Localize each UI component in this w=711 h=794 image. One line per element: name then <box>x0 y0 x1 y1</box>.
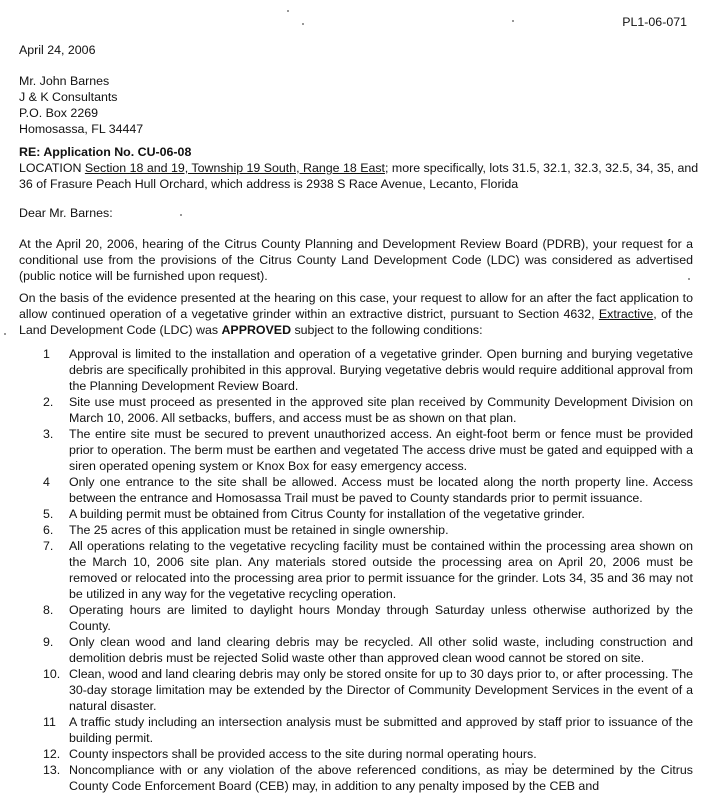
condition-number: 11 <box>43 715 56 729</box>
condition-item <box>43 346 693 394</box>
reference-number: PL1-06-071 <box>622 15 687 29</box>
condition-number: 6. <box>43 523 54 537</box>
condition-text: Only one entrance to the site shall be allowed. Access must be located along the north property line. Access between the entrance and Homosassa Trail must be paved to County standards prior to permit issuance. <box>69 475 693 505</box>
condition-text: Only clean wood and land clearing debris may be recycled. All other solid waste, including construction and demolition debris must be rejected Solid waste other than approved clean wood cannot be stored on site. <box>69 635 693 665</box>
approval-text: , of the Land Development Code (LDC) was <box>19 307 693 337</box>
location-line <box>19 160 699 192</box>
location-details: ; more specifically, lots 31.5, 32.1, 32.3, 32.5, 34, 35, and 36 of Frasure Peach Hull Orchard, which address is 2938 S Race Avenue, Lecanto, Florida <box>19 161 699 191</box>
approval-text: On the basis of the evidence presented at the hearing on this case, your request to allow for an after the fact application to allow continued operation of a vegetative grinder within an extractive district, pursuant to Section 4632, <box>19 291 693 321</box>
condition-number: 8. <box>43 603 54 617</box>
condition-item <box>43 474 693 506</box>
condition-item <box>43 522 693 538</box>
condition-number: 9. <box>43 635 54 649</box>
condition-item <box>43 634 693 666</box>
condition-text: Noncompliance with or any violation of the above referenced conditions, as may be determined by the Citrus County Code Enforcement Board (CEB) may, in addition to any penalty imposed by the CEB and <box>69 763 693 793</box>
condition-item <box>43 602 693 634</box>
condition-item <box>43 426 693 474</box>
condition-number: 10. <box>43 667 61 681</box>
condition-number: 2. <box>43 395 54 409</box>
scan-speck <box>302 23 304 25</box>
recipient-po-box: P.O. Box 2269 <box>19 106 98 120</box>
condition-text: The 25 acres of this application must be retained in single ownership. <box>69 523 449 537</box>
scan-speck <box>512 20 514 22</box>
location-legal: Section 18 and 19, Township 19 South, Range 18 East <box>84 161 385 175</box>
condition-item <box>43 714 693 746</box>
condition-item <box>43 394 693 426</box>
recipient-name: Mr. John Barnes <box>19 74 110 88</box>
condition-text: The entire site must be secured to prevent unauthorized access. An eight-foot berm or fence must be provided prior to operation. The berm must be earthen and vegetated The access drive must be gated and equipped with a siren operated opening system or Knox Box for easy emergency access. <box>69 427 693 473</box>
condition-item <box>43 666 693 714</box>
condition-text: County inspectors shall be provided access to the site during normal operating hours. <box>69 747 537 761</box>
condition-text: Operating hours are limited to daylight hours Monday through Saturday unless otherwise authorized by the County. <box>69 603 693 633</box>
condition-text: Site use must proceed as presented in the approved site plan received by Community Development Division on March 10, 2006. All setbacks, buffers, and access must be as shown on that plan. <box>69 395 693 425</box>
paragraph-hearing: At the April 20, 2006, hearing of the Citrus County Planning and Development Review Board (PDRB), your request for a conditional use from the provisions of the Citrus County Land Development Code (LDC) was considered as advertised (public notice will be furnished upon request). <box>19 237 693 283</box>
condition-item <box>43 538 693 602</box>
condition-number: 12. <box>43 747 61 761</box>
paragraph-approval <box>19 290 693 338</box>
condition-number: 3. <box>43 427 54 441</box>
re-block <box>19 144 699 192</box>
condition-item <box>43 762 693 794</box>
condition-item <box>43 506 693 522</box>
condition-number: 1 <box>43 347 50 361</box>
salutation: Dear Mr. Barnes: <box>19 206 113 220</box>
extractive-term: Extractive <box>598 307 654 321</box>
condition-text: Approval is limited to the installation and operation of a vegetative grinder. Open burning and burying vegetative debris are specifically prohibited in this approval. Burying vegetative debris would require additional approval from the Planning Development Review Board. <box>69 347 693 393</box>
condition-number: 4 <box>43 475 50 489</box>
condition-item <box>43 746 693 762</box>
conditions-list <box>43 346 693 794</box>
condition-text: A traffic study including an intersection analysis must be submitted and approved by staff prior to issuance of the building permit. <box>69 715 693 745</box>
condition-number: 13. <box>43 763 61 777</box>
recipient-city: Homosassa, FL 34447 <box>19 122 144 136</box>
approval-text: subject to the following conditions: <box>291 323 483 337</box>
condition-text: A building permit must be obtained from Citrus County for installation of the vegetative grinder. <box>69 507 585 521</box>
recipient-address <box>19 73 143 137</box>
re-title: RE: Application No. CU-06-08 <box>19 145 192 159</box>
condition-number: 7. <box>43 539 54 553</box>
condition-number: 5. <box>43 507 54 521</box>
location-label: LOCATION <box>19 161 85 175</box>
scan-speck <box>180 214 182 216</box>
approved-status: APPROVED <box>221 323 292 337</box>
scan-speck <box>4 333 6 335</box>
condition-text: Clean, wood and land clearing debris may only be stored onsite for up to 30 days prior to, or after processing. The 30-day storage limitation may be extended by the Director of Community Development Services in the event of a natural disaster. <box>69 667 693 713</box>
condition-text: All operations relating to the vegetative recycling facility must be contained within the processing area shown on the March 10, 2006 site plan. Any materials stored outside the processing area on April 20, 2006 must be removed or relocated into the processing area prior to permit issuance for the grinder. Lots 34, 35 and 36 may not be utilized in any way for the vegetative recycling operation. <box>69 539 693 601</box>
recipient-company: J & K Consultants <box>19 90 118 104</box>
letter-date: April 24, 2006 <box>19 43 96 57</box>
scan-speck <box>287 10 289 12</box>
